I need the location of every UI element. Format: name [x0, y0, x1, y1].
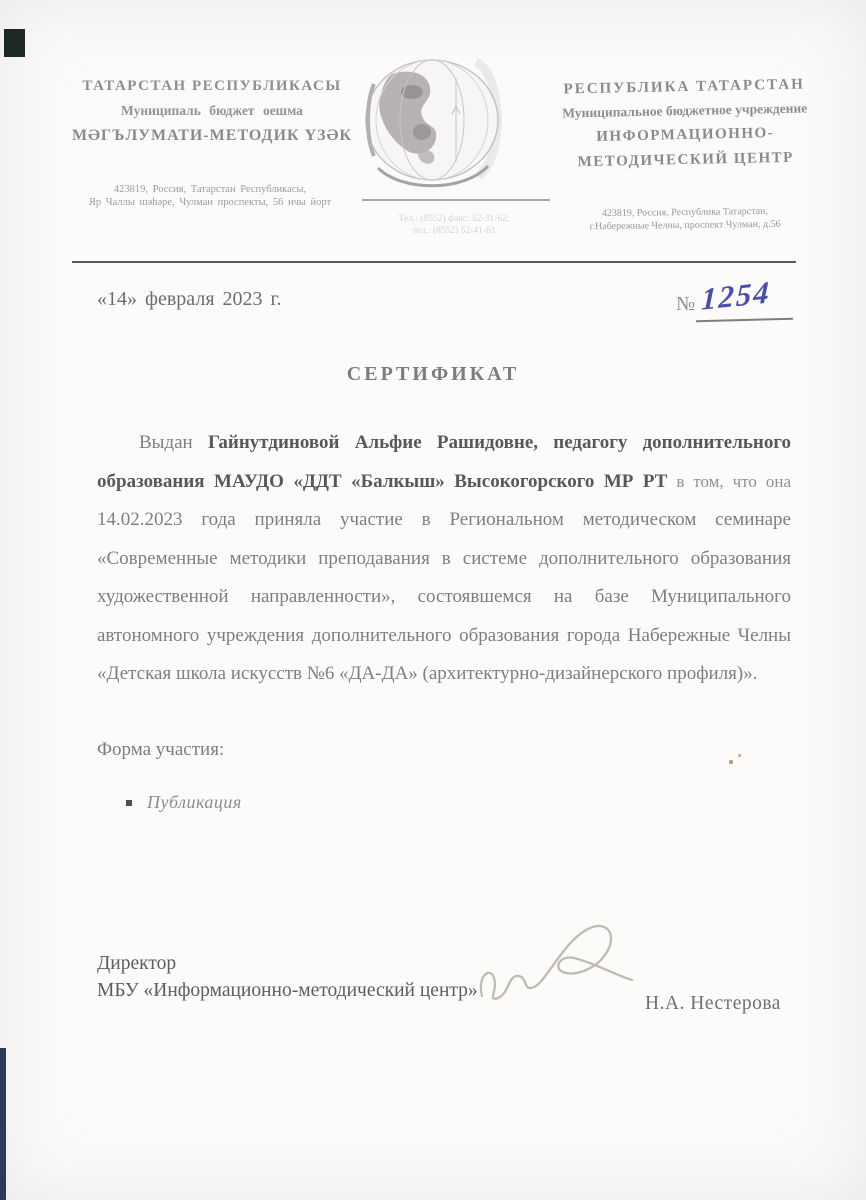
- participation-item-row: [126, 792, 242, 813]
- org-name-rus-line4: МЕТОДИЧЕСКИЙ ЦЕНТР: [577, 149, 794, 171]
- org-name-rus-line2: Муниципальное бюджетное учреждение: [562, 100, 808, 121]
- globe-logo-icon: [360, 56, 510, 198]
- scan-corner-mark: [4, 29, 25, 57]
- signatory-position-line2: МБУ «Информационно-методический центр»: [97, 980, 478, 1001]
- phone-block: [348, 213, 560, 237]
- document-date: «14» февраля 2023 г.: [97, 288, 282, 310]
- body-intro: Выдан: [139, 432, 208, 453]
- handwritten-number: 1254: [700, 274, 772, 317]
- bullet-square-icon: [126, 800, 132, 806]
- signatory-position-line1: Директор: [97, 953, 177, 974]
- address-tatar-line1: 423819, Россия, Татарстан Республикасы,: [113, 184, 307, 195]
- letterhead-right: [519, 76, 851, 173]
- certificate-title: СЕРТИФИКАТ: [346, 363, 520, 385]
- org-name-tatar-line3: МӘГЪЛУМАТИ-МЕТОДИК ҮЗӘК: [71, 127, 353, 144]
- participation-item: Публикация: [147, 792, 242, 812]
- address-rus-line2: г.Набережные Челны, проспект Чулман, д.56: [589, 218, 781, 233]
- address-rus-line1: 423819, Россия, Республика Татарстан,: [601, 205, 769, 220]
- body-insert: в том, что она: [667, 471, 791, 491]
- participation-label: Форма участия:: [97, 739, 225, 760]
- address-tatar-line2: Яр Чаллы шәһәре, Чулман проспекты, 56 нчы йорт: [88, 197, 332, 208]
- org-name-rus-line1: РЕСПУБЛИКА ТАТАРСТАН: [563, 76, 806, 98]
- paper-speck: [729, 760, 733, 764]
- address-rus: [535, 204, 835, 234]
- signature-scribble: [462, 916, 642, 1018]
- phone-line1: Тел.: (8552) факс: 52-31-62;: [398, 214, 510, 224]
- logo-divider-line: [362, 199, 550, 201]
- recipient-name: Гайнутдиновой Альфие Рашидовне, педагогу дополнительного образования МАУДО «ДДТ «Балкыш» Высокогорского МР РТ: [97, 432, 792, 492]
- certificate-body: [97, 424, 791, 694]
- scan-edge-strip: [0, 1048, 6, 1200]
- org-name-tatar-line1: ТАТАРСТАН РЕСПУБЛИКАСЫ: [82, 78, 342, 94]
- org-name-tatar-line2: Муниципаль бюджет оешма: [121, 103, 303, 118]
- phone-line2: тел.: (8552) 52-41-61: [412, 226, 496, 236]
- body-rest: 14.02.2023 года приняла участие в Региональном методическом семинаре «Современные методики преподавания в системе дополнительного образования художественной направленности», состоявшемся на базе Муниципального автономного учреждения дополнительного образования города Набережные Челны «Детская школа искусств №6 «ДА-ДА» (архитектурно-дизайнерского профиля)».: [97, 509, 791, 684]
- address-tatar: [50, 183, 370, 209]
- paper-speck: [738, 754, 741, 757]
- letterhead-left: [57, 78, 367, 145]
- letterhead-rule: [72, 261, 796, 263]
- org-name-rus-line3: ИНФОРМАЦИОННО-: [596, 125, 775, 145]
- signatory-name: Н.А. Нестерова: [645, 993, 781, 1014]
- number-sign: №: [676, 293, 696, 315]
- signatory-position: [97, 950, 478, 1004]
- number-underline: [696, 318, 793, 323]
